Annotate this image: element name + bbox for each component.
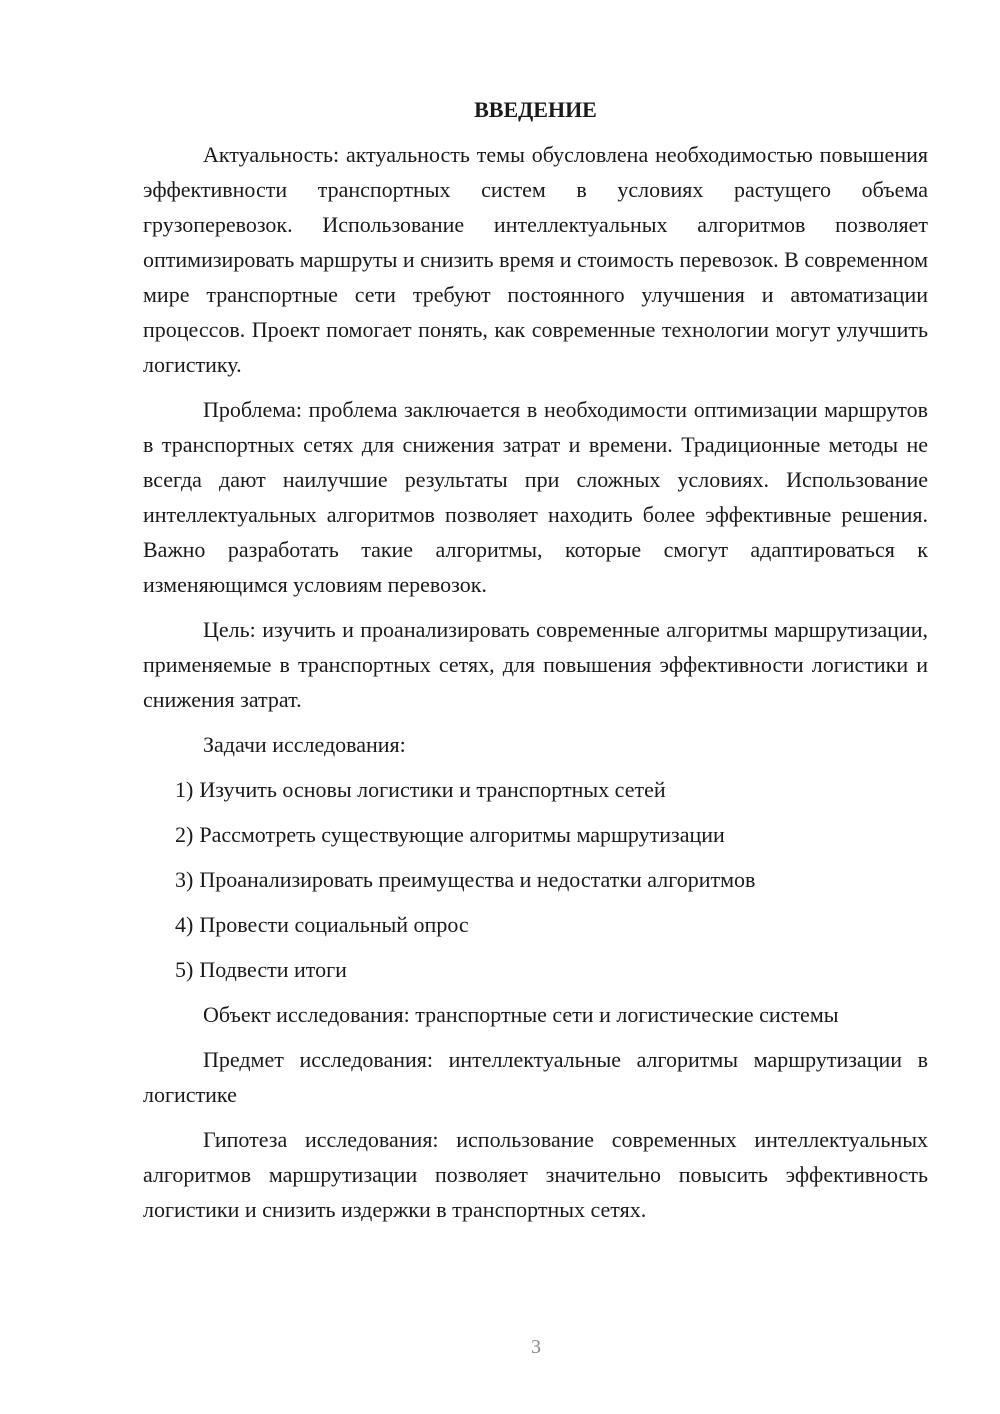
tasks-list	[143, 772, 928, 987]
list-item	[143, 862, 928, 897]
list-item-text: Проанализировать преимущества и недостатки алгоритмов	[199, 867, 756, 892]
list-item-number: 3)	[175, 867, 194, 892]
tasks-title: Задачи исследования:	[203, 732, 406, 757]
list-item-text: Изучить основы логистики и транспортных сетей	[199, 777, 666, 802]
hypothesis-paragraph: Гипотеза исследования: использование современных интеллектуальных алгоритмов маршрутизации позволяет значительно повысить эффективность логистики и снизить издержки в транспортных сетях.	[143, 1127, 928, 1222]
page-content	[143, 92, 928, 1237]
list-item-number: 1)	[175, 777, 194, 802]
list-item-text: Провести социальный опрос	[199, 912, 469, 937]
list-item-text: Рассмотреть существующие алгоритмы маршрутизации	[199, 822, 725, 847]
list-item-number: 4)	[175, 912, 194, 937]
list-item	[143, 817, 928, 852]
list-item	[143, 907, 928, 942]
page-number: 3	[531, 1336, 541, 1358]
object-paragraph: Объект исследования: транспортные сети и логистические системы	[203, 1002, 839, 1027]
list-item	[143, 772, 928, 807]
relevance-paragraph: Актуальность: актуальность темы обусловлена необходимостью повышения эффективности транспортных систем в условиях растущего объема грузоперевозок. Использование интеллектуальных алгоритмов позволяет оптимизировать маршруты и снизить время и стоимость перевозок. В современном мире транспортные сети требуют постоянного улучшения и автоматизации процессов. Проект помогает понять, как современные технологии могут улучшить логистику.	[143, 142, 928, 377]
list-item-number: 5)	[175, 957, 194, 982]
page-title: ВВЕДЕНИЕ	[474, 97, 597, 122]
subject-paragraph: Предмет исследования: интеллектуальные алгоритмы маршрутизации в логистике	[143, 1047, 928, 1107]
list-item-text: Подвести итоги	[199, 957, 347, 982]
problem-paragraph: Проблема: проблема заключается в необходимости оптимизации маршрутов в транспортных сетях для снижения затрат и времени. Традиционные методы не всегда дают наилучшие результаты при сложных условиях. Использование интеллектуальных алгоритмов позволяет находить более эффективные решения. Важно разработать такие алгоритмы, которые смогут адаптироваться к изменяющимся условиям перевозок.	[143, 397, 928, 597]
list-item	[143, 952, 928, 987]
goal-paragraph: Цель: изучить и проанализировать современные алгоритмы маршрутизации, применяемые в транспортных сетях, для повышения эффективности логистики и снижения затрат.	[143, 617, 928, 712]
list-item-number: 2)	[175, 822, 194, 847]
